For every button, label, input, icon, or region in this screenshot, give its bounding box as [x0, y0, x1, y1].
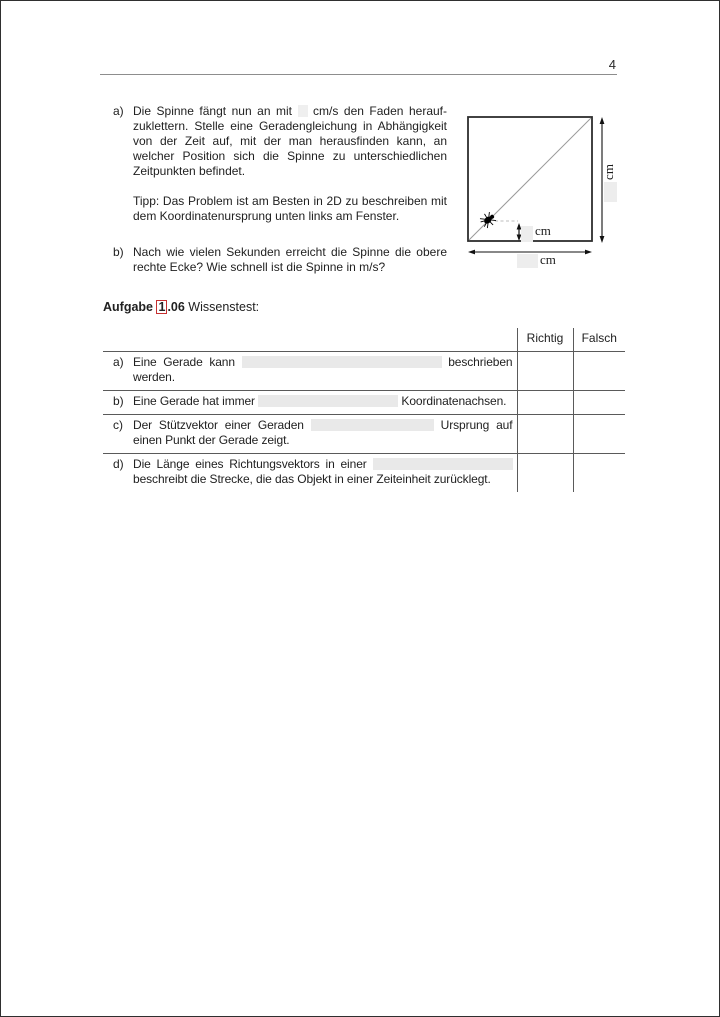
statement-text: Ursprung auf einen Punkt der Gerade zeigt.: [133, 418, 513, 447]
redacted-speed-value: [298, 105, 308, 117]
statement-text: Die Länge eines Richtungsvektors in einer: [133, 457, 373, 471]
page-number: 4: [608, 57, 616, 72]
statement-text: Eine Gerade kann: [133, 355, 242, 369]
column-header-falsch: Falsch: [573, 328, 625, 352]
exercise-item-a: [113, 104, 447, 224]
quiz-row-b: [103, 391, 625, 415]
row-statement: [133, 355, 517, 385]
quiz-row-d: [103, 454, 625, 493]
inner-height-unit-label: cm: [535, 223, 551, 238]
answer-cell-richtig: [517, 391, 573, 415]
answer-cell-richtig: [517, 415, 573, 454]
item-a-paragraph: [133, 104, 447, 179]
exercise-heading: [103, 300, 259, 315]
statement-text: Eine Gerade hat immer: [133, 394, 259, 408]
paragraph-text: Die Spinne fängt nun an mit: [133, 104, 298, 118]
answer-cell-falsch: [573, 454, 625, 493]
row-label: c): [113, 418, 123, 432]
row-label: a): [113, 355, 124, 369]
redacted-bottom-width-value: [517, 254, 538, 268]
redacted-inner-height-value: [521, 226, 533, 242]
quiz-row-a: [103, 352, 625, 391]
quiz-header-spacer: [103, 328, 517, 352]
answer-cell-falsch: [573, 391, 625, 415]
item-b-label: b): [113, 245, 124, 259]
header-rule: [100, 74, 617, 75]
redacted-right-height-value: [604, 182, 617, 202]
quiz-table: [103, 328, 625, 492]
quiz-header-row: [103, 328, 625, 352]
row-label: b): [113, 394, 124, 408]
column-header-richtig: Richtig: [517, 328, 573, 352]
exercise-ref-link[interactable]: 1: [158, 300, 166, 314]
answer-cell-falsch: [573, 415, 625, 454]
redacted-phrase: [373, 458, 513, 470]
row-statement: [133, 418, 517, 448]
redacted-phrase: [311, 419, 434, 431]
window-diagram: [462, 110, 634, 282]
statement-text: beschreibt die Strecke, die das Objekt in einer Zeiteinheit zurücklegt.: [133, 472, 491, 486]
answer-cell-richtig: [517, 454, 573, 493]
item-a-tip-paragraph: Tipp: Das Problem ist am Besten in 2D zu beschreiben mit dem Koordinatenursprung unten links am Fenster.: [133, 194, 447, 223]
redacted-phrase: [258, 395, 398, 407]
row-label: d): [113, 457, 124, 471]
answer-cell-richtig: [517, 352, 573, 391]
item-b-paragraph: Nach wie vielen Sekunden erreicht die Spinne die obere rechte Ecke? Wie schnell ist die Spinne in m/s?: [133, 245, 447, 274]
statement-text: Koordinatenachsen.: [398, 394, 507, 408]
exercise-heading-title: Wissenstest:: [188, 300, 260, 314]
statement-text: beschrieben werden.: [133, 355, 513, 384]
quiz-row-c: [103, 415, 625, 454]
paragraph-text: cm/s den Faden heraufzuklettern. Stelle eine Geradengleichung in Abhängigkeit von der Zeit auf, mit der man herausfinden kann, an welcher Position sich die Spinne zu unterschiedlichen Zeitpunkten befindet.: [133, 104, 447, 178]
answer-cell-falsch: [573, 352, 625, 391]
redacted-phrase: [242, 356, 442, 368]
bottom-width-unit-label: cm: [540, 252, 556, 267]
item-a-label: a): [113, 104, 124, 118]
right-height-unit-label: cm: [601, 164, 616, 180]
row-statement: [133, 394, 517, 409]
exercise-number-suffix: .06: [167, 300, 189, 314]
exercise-item-b: [113, 245, 447, 275]
row-statement: [133, 457, 517, 487]
exercise-heading-prefix: Aufgabe: [103, 300, 157, 314]
statement-text: Der Stützvektor einer Geraden: [133, 418, 311, 432]
